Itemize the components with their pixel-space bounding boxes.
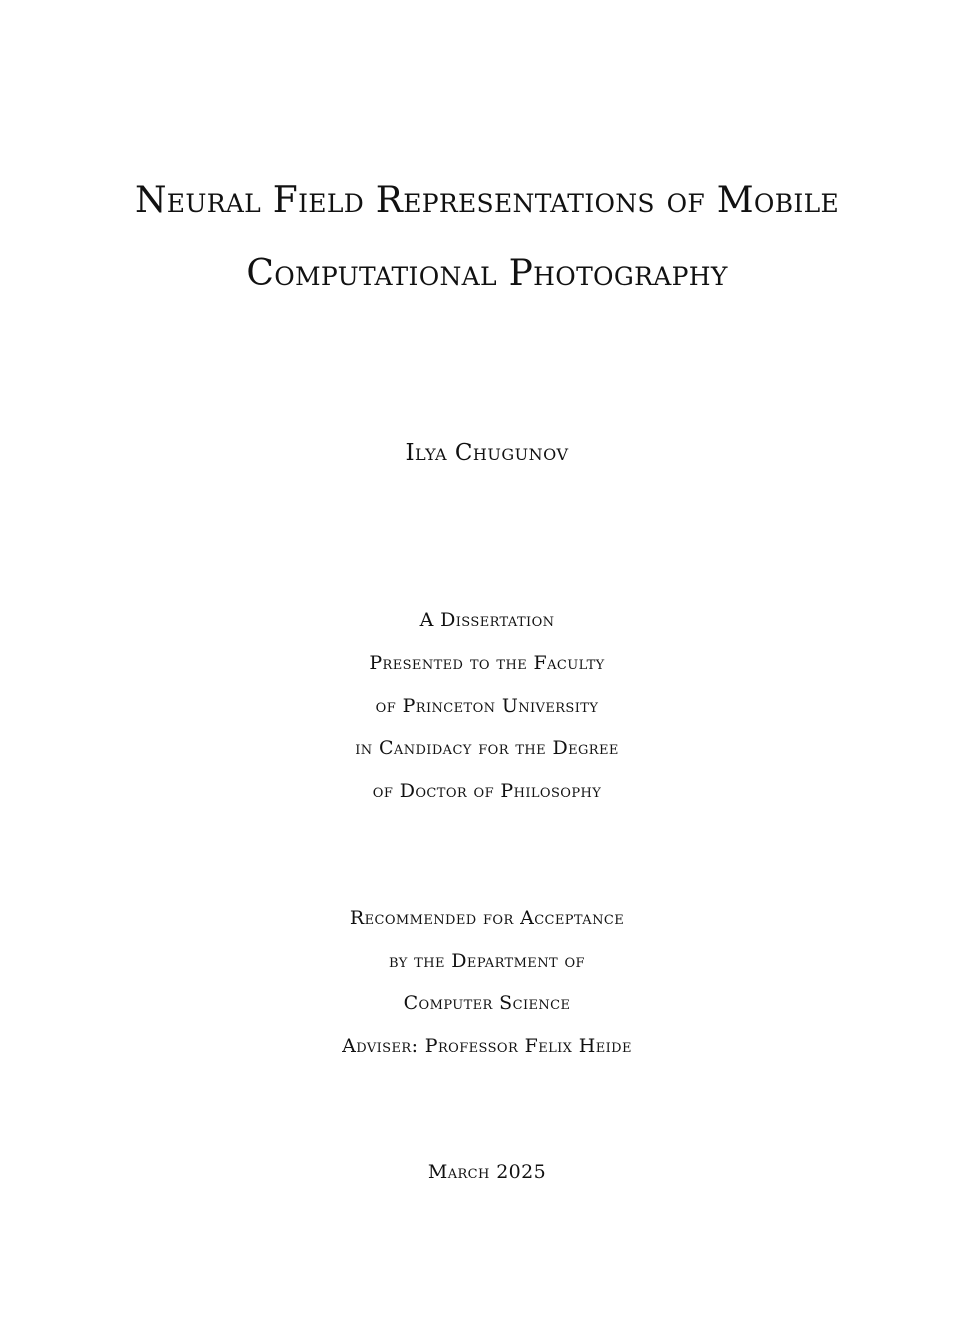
dissertation-statement-line: of Princeton University [375,695,599,717]
recommendation-line: Recommended for Acceptance [349,907,625,929]
submission-date: March 2025 [427,1161,547,1183]
recommendation-line: Computer Science [403,992,571,1014]
adviser-line: Adviser: Professor Felix Heide [342,1035,632,1057]
dissertation-statement-line: of Doctor of Philosophy [372,780,602,802]
dissertation-statement-line: Presented to the Faculty [369,652,605,674]
dissertation-title-line-1: Neural Field Representations of Mobile [134,180,840,221]
author-name: Ilya Chugunov [405,440,569,466]
dissertation-statement-line: in Candidacy for the Degree [355,737,619,759]
dissertation-statement-line: A Dissertation [419,609,555,631]
dissertation-title-line-2: Computational Photography [246,253,728,294]
recommendation-line: by the Department of [389,950,585,972]
